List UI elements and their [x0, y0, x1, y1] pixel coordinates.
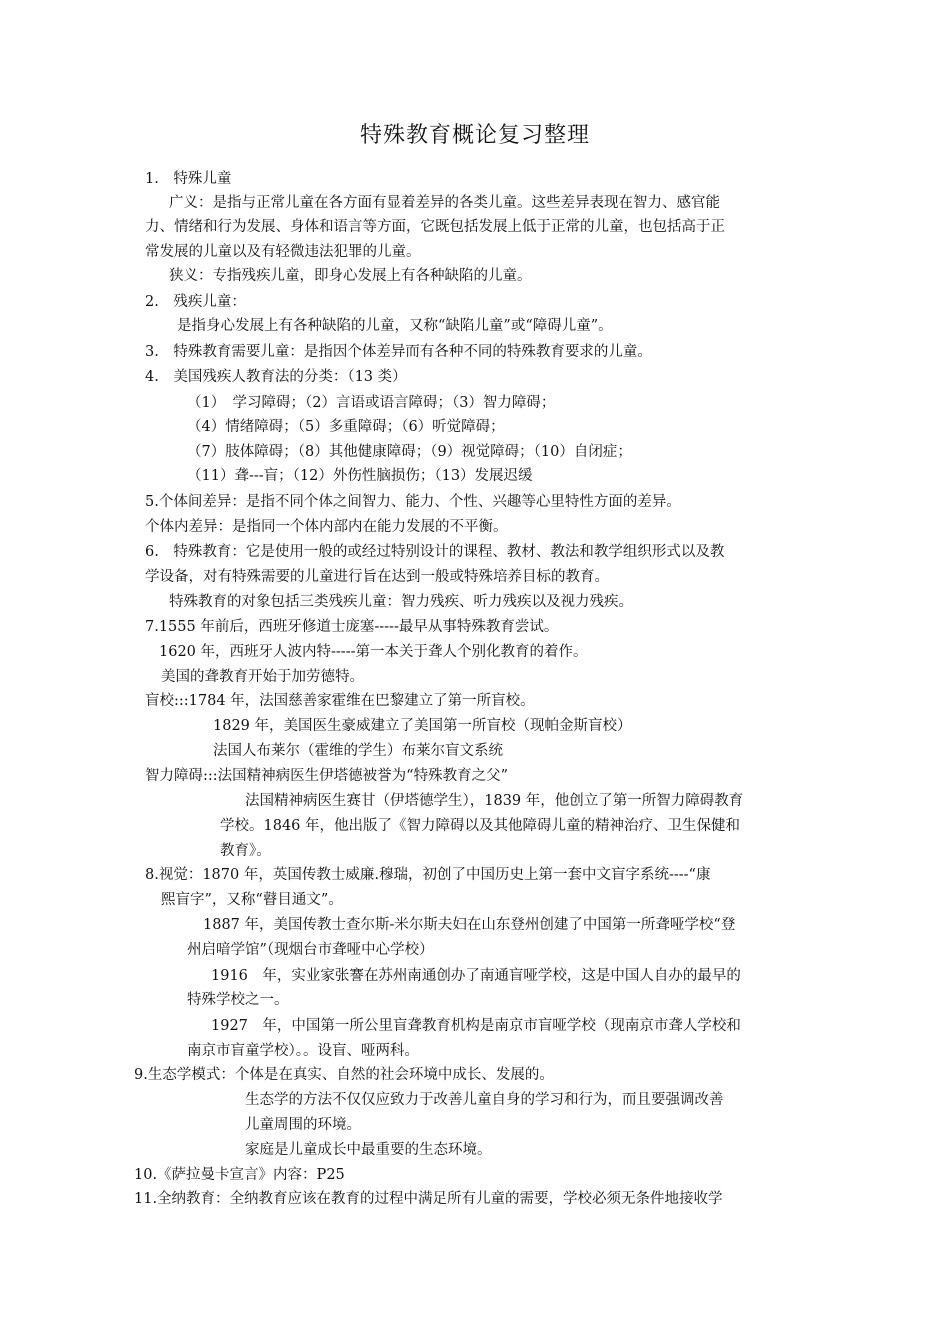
text-line: 1829 年，美国医生豪威建立了美国第一所盲校（现帕金斯盲校） — [213, 718, 632, 734]
text-line: 广义：是指与正常儿童在各方面有显着差异的各类儿童。这些差异表现在智力、感官能 — [169, 195, 720, 211]
text-line: 法国精神病医生赛甘（伊塔德学生），1839 年，他创立了第一所智力障碍教育 — [245, 793, 744, 809]
text-line: 1. 特殊儿童 — [145, 171, 232, 187]
text-line: 3. 特殊教育需要儿童：是指因个体差异而有各种不同的特殊教育要求的儿童。 — [145, 344, 652, 360]
text-line: 智力障碍:::法国精神病医生伊塔德被誉为“特殊教育之父” — [145, 768, 508, 784]
text-line: 7.1555 年前后，西班牙修道士庞塞-----最早从事特殊教育尝试。 — [145, 619, 559, 635]
text-line: 个体内差异：是指同一个体内部内在能力发展的不平衡。 — [145, 519, 508, 535]
text-line: 4. 美国残疾人教育法的分类：（13 类） — [145, 369, 407, 385]
text-line: （7）肢体障碍；（8）其他健康障碍；（9）视觉障碍；（10）自闭症； — [187, 444, 632, 460]
text-line: 1620 年，西班牙人波内特-----第一本关于聋人个别化教育的着作。 — [159, 644, 588, 660]
text-line: 1927 年，中国第一所公里盲聋教育机构是南京市盲哑学校（现南京市聋人学校和 — [211, 1018, 741, 1034]
text-line: 学校。1846 年，他出版了《智力障碍以及其他障碍儿童的精神治疗、卫生保健和 — [220, 818, 741, 834]
document-title: 特殊教育概论复习整理 — [359, 123, 590, 148]
text-line: 儿童周围的环境。 — [245, 1117, 361, 1133]
text-line: （1） 学习障碍；（2）言语或语言障碍；（3）智力障碍； — [187, 395, 556, 411]
text-line: 盲校:::1784 年，法国慈善家霍维在巴黎建立了第一所盲校。 — [145, 693, 535, 709]
text-line: 特殊教育的对象包括三类残疾儿童：智力残疾、听力残疾以及视力残疾。 — [169, 594, 633, 610]
text-line: 9.生态学模式：个体是在真实、自然的社会环境中成长、发展的。 — [134, 1067, 554, 1083]
text-line: 美国的聋教育开始于加劳德特。 — [161, 669, 364, 685]
text-line: 南京市盲童学校）。。设盲、哑两科。 — [187, 1043, 419, 1059]
text-line: 生态学的方法不仅仅应致力于改善儿童自身的学习和行为，而且要强调改善 — [245, 1092, 724, 1108]
text-line: 州启喑学馆”（现烟台市聋哑中心学校） — [187, 942, 434, 958]
text-line: 力、情绪和行为发展、身体和语言等方面，它既包括发展上低于正常的儿童，也包括高于正 — [145, 219, 725, 235]
text-line: 法国人布莱尔（霍维的学生）布莱尔盲文系统 — [213, 743, 503, 759]
text-line: 8.视觉：1870 年，英国传教士威廉.穆瑞，初创了中国历史上第一套中文盲字系统----“康 — [145, 867, 711, 883]
text-line: 是指身心发展上有各种缺陷的儿童，又称“缺陷儿童”或“障碍儿童”。 — [177, 318, 613, 334]
text-line: 学设备，对有特殊需要的儿童进行旨在达到一般或特殊培养目标的教育。 — [145, 569, 609, 585]
text-line: 常发展的儿童以及有轻微违法犯罪的儿童。 — [145, 244, 421, 260]
text-line: 狭义：专指残疾儿童，即身心发展上有各种缺陷的儿童。 — [169, 268, 532, 284]
text-line: 特殊学校之一。 — [187, 992, 289, 1008]
text-line: 11.全纳教育：全纳教育应该在教育的过程中满足所有儿童的需要，学校必须无条件地接收学 — [134, 1191, 723, 1207]
text-line: 1887 年，美国传教士查尔斯-米尔斯夫妇在山东登州创建了中国第一所聋哑学校“登 — [203, 917, 736, 933]
text-line: 熙盲字”，又称“瞽目通文”。 — [161, 892, 343, 908]
text-line: （11）聋---盲；（12）外伤性脑损伤；（13）发展迟缓 — [187, 468, 533, 484]
text-line: 5.个体间差异：是指不同个体之间智力、能力、个性、兴趣等心里特性方面的差异。 — [145, 494, 681, 510]
text-line: （4）情绪障碍；（5）多重障碍；（6）听觉障碍； — [187, 419, 505, 435]
text-line: 10.《萨拉曼卡宣言》内容：P25 — [134, 1167, 345, 1183]
text-line: 1916 年，实业家张謇在苏州南通创办了南通盲哑学校，这是中国人自办的最早的 — [211, 968, 741, 984]
text-line: 家庭是儿童成长中最重要的生态环境。 — [245, 1142, 492, 1158]
text-line: 教育》。 — [220, 843, 271, 859]
text-line: 2. 残疾儿童： — [145, 294, 246, 310]
text-line: 6. 特殊教育：它是使用一般的或经过特别设计的课程、教材、教法和教学组织形式以及教 — [145, 544, 725, 560]
